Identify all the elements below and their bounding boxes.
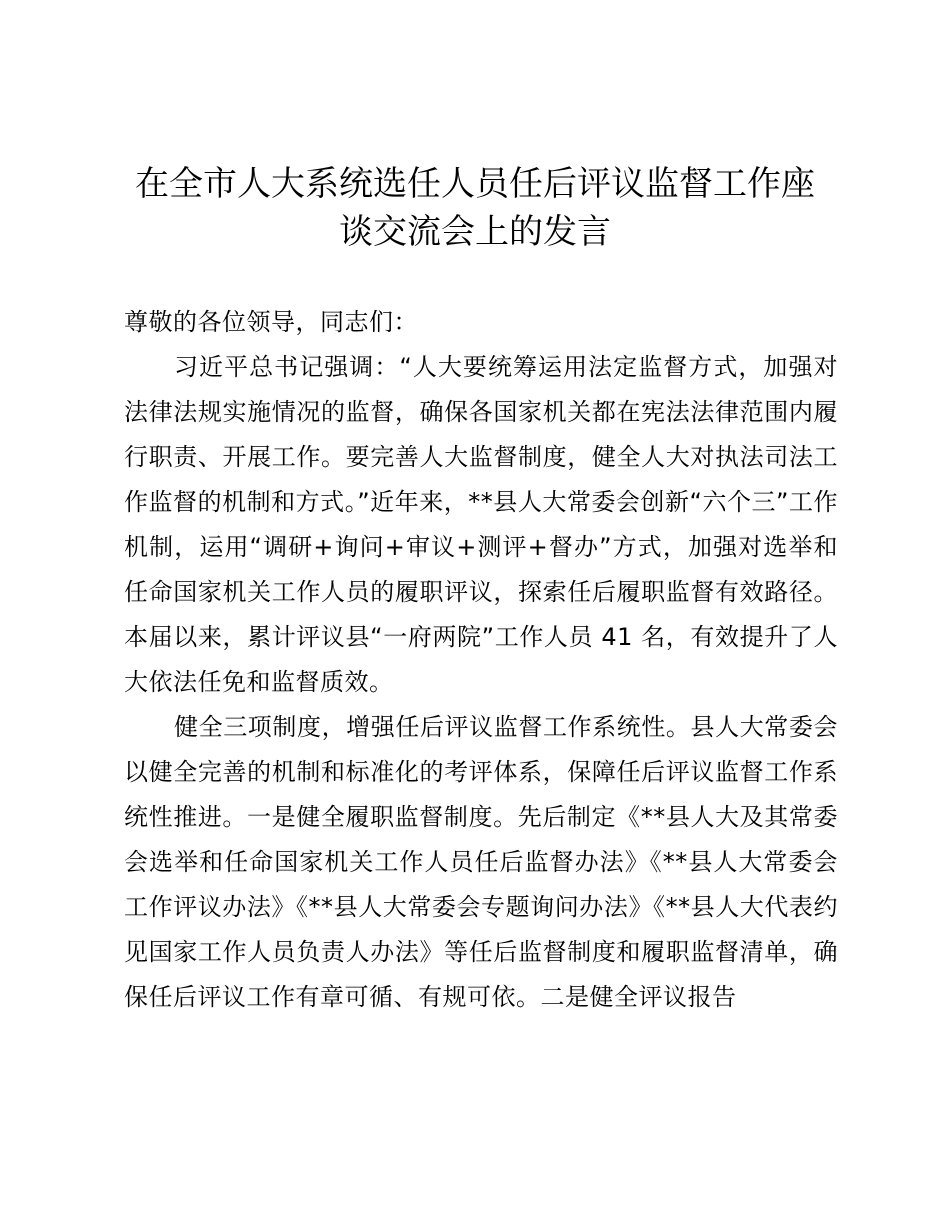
document-body [124,300,838,1020]
paragraph-1: 习近平总书记强调：“人大要统筹运用法定监督方式，加强对法律法规实施情况的监督，确保各国家机关都在宪法法律范围内履行职责、开展工作。要完善人大监督制度，健全人大对执法司法工作监督的机制和方式。”近年来，**县人大常委会创新“六个三”工作机制，运用“调研+询问+审议+测评+督办”方式，加强对选举和任命国家机关工作人员的履职评议，探索任后履职监督有效路径。本届以来，累计评议县“一府两院”工作人员 41 名，有效提升了人大依法任免和监督质效。 [124,353,838,696]
paragraph-2: 健全三项制度，增强任后评议监督工作系统性。县人大常委会以健全完善的机制和标准化的考评体系，保障任后评议监督工作系统性推进。一是健全履职监督制度。先后制定《**县人大及其常委会选举和任命国家机关工作人员任后监督办法》《**县人大常委会工作评议办法》《**县人大常委会专题询问办法》《**县人大代表约见国家工作人员负责人办法》等任后监督制度和履职监督清单，确保任后评议工作有章可循、有规可依。二是健全评议报告 [124,713,838,1011]
title-line-2: 谈交流会上的发言 [339,212,611,252]
document-title [120,160,830,256]
title-line-1: 在全市人大系统选任人员任后评议监督工作座 [135,164,815,204]
salutation: 尊敬的各位领导，同志们： [124,308,418,336]
